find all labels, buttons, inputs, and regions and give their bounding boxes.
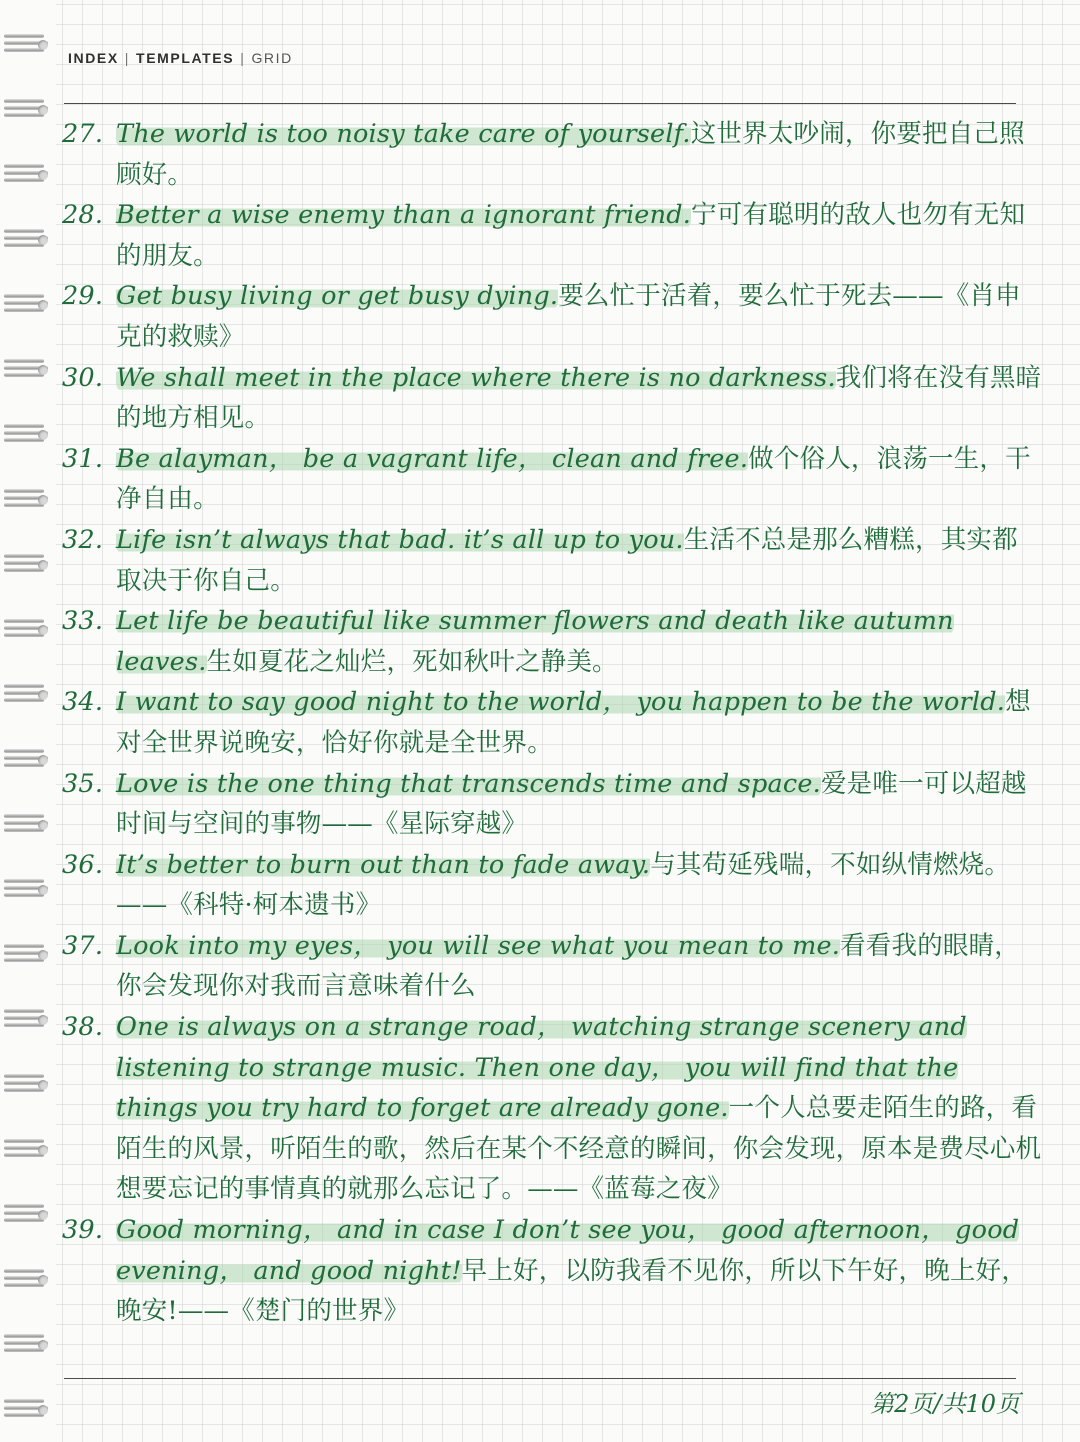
top-rule: [64, 103, 1016, 104]
spiral-coil-icon: [4, 749, 44, 753]
quote-chinese: 生活不总是那么糟糕，其实都取决于你自己。: [116, 524, 1018, 596]
quote-number: 35.: [62, 768, 104, 799]
spiral-coil-icon: [4, 828, 44, 832]
spiral-coil-icon: [4, 1204, 44, 1208]
quote-english: Get busy living or get busy dying.: [116, 281, 559, 312]
spiral-coil-icon: [4, 48, 44, 52]
quote-entry: [62, 195, 1042, 276]
spiral-coil-icon: [4, 438, 44, 442]
quote-english: It’s better to burn out than to fade away.: [116, 849, 651, 880]
spiral-coil-icon: [4, 164, 44, 168]
quote-english: Better a wise enemy than a ignorant friend.: [116, 200, 692, 231]
binding-hole-icon: [38, 495, 48, 505]
spiral-coil-icon: [4, 619, 44, 623]
quote-number: 38.: [62, 1012, 104, 1043]
binding-hole-icon: [38, 1275, 48, 1285]
quote-entry: [62, 1210, 1042, 1332]
spiral-ring-icon: [4, 747, 48, 773]
quote-chinese: 早上好，以防我看不见你，所以下午好，晚上好，晚安!——《楚门的世界》: [116, 1255, 1028, 1327]
spiral-coil-icon: [4, 568, 44, 572]
quote-entry: [62, 114, 1042, 195]
header-separator-1: |: [124, 50, 131, 66]
page-number: 第2页/共10页: [870, 1390, 1020, 1418]
quote-number: 29.: [62, 281, 104, 312]
binding-hole-icon: [38, 235, 48, 245]
spiral-coil-icon: [4, 503, 44, 507]
quote-entry: [62, 845, 1042, 926]
spiral-coil-icon: [4, 958, 44, 962]
spiral-coil-icon: [4, 763, 44, 767]
spiral-coil-icon: [4, 1074, 44, 1078]
spiral-ring-icon: [4, 357, 48, 383]
spiral-ring-icon: [4, 552, 48, 578]
spiral-coil-icon: [4, 1023, 44, 1027]
quote-chinese: 看看我的眼睛，你会发现你对我而言意味着什么: [116, 930, 1020, 1002]
spiral-ring-icon: [4, 682, 48, 708]
quote-number: 37.: [62, 930, 104, 961]
spiral-ring-icon: [4, 487, 48, 513]
spiral-coil-icon: [4, 633, 44, 637]
binding-hole-icon: [38, 105, 48, 115]
spiral-coil-icon: [4, 294, 44, 298]
spiral-coil-icon: [4, 1009, 44, 1013]
header-grid: GRID: [251, 50, 293, 66]
quote-number: 36.: [62, 849, 104, 880]
spiral-ring-icon: [4, 292, 48, 318]
binding-hole-icon: [38, 1340, 48, 1350]
quote-number: 34.: [62, 687, 104, 718]
spiral-ring-icon: [4, 1007, 48, 1033]
quote-chinese: 生如夏花之灿烂，死如秋叶之静美。: [206, 646, 618, 677]
quote-chinese: 这世界太吵闹，你要把自己照顾好。: [116, 119, 1025, 190]
page-header: [68, 50, 293, 66]
spiral-ring-icon: [4, 1397, 48, 1423]
quote-english: Be alayman， be a vagrant life， clean and free.: [116, 443, 749, 474]
quote-entry: [62, 439, 1042, 520]
spiral-ring-icon: [4, 617, 48, 643]
spiral-coil-icon: [4, 1269, 44, 1273]
header-separator-2: |: [240, 50, 246, 66]
spiral-ring-icon: [4, 1202, 48, 1228]
spiral-ring-icon: [4, 162, 48, 188]
quote-chinese: 宁可有聪明的敌人也勿有无知的朋友。: [116, 200, 1026, 271]
spiral-coil-icon: [4, 944, 44, 948]
quote-entry: [62, 926, 1042, 1007]
spiral-ring-icon: [4, 227, 48, 253]
quote-english: Life isn’t always that bad. it’s all up to you.: [116, 524, 684, 555]
spiral-coil-icon: [4, 1399, 44, 1403]
spiral-coil-icon: [4, 373, 44, 377]
quote-english: Good morning， and in case I don’t see you， good afternoon， good evening， and good night!: [116, 1215, 1020, 1286]
quote-english: One is always on a strange road， watching strange scenery and listening to strange music. Then one day， you will find that the things you try hard to forget are already gone.: [116, 1012, 967, 1124]
header-templates: TEMPLATES: [136, 50, 235, 66]
quote-entry: [62, 1007, 1042, 1210]
binding-hole-icon: [38, 1210, 48, 1220]
binding-hole-icon: [38, 625, 48, 635]
quote-list: [62, 114, 1042, 1332]
binding-hole-icon: [38, 1405, 48, 1415]
spiral-binding-icon: [0, 0, 56, 1442]
spiral-coil-icon: [4, 554, 44, 558]
spiral-ring-icon: [4, 877, 48, 903]
spiral-coil-icon: [4, 34, 44, 38]
spiral-coil-icon: [4, 424, 44, 428]
binding-hole-icon: [38, 40, 48, 50]
quote-chinese: 爱是唯一可以超越时间与空间的事物——《星际穿越》: [116, 768, 1027, 840]
quote-number: 39.: [62, 1215, 104, 1246]
spiral-coil-icon: [4, 698, 44, 702]
binding-hole-icon: [38, 1145, 48, 1155]
spiral-coil-icon: [4, 113, 44, 117]
quote-english: Love is the one thing that transcends time and space.: [116, 768, 821, 799]
binding-hole-icon: [38, 690, 48, 700]
spiral-coil-icon: [4, 229, 44, 233]
quote-chinese: 想对全世界说晚安，恰好你就是全世界。: [116, 687, 1031, 758]
spiral-ring-icon: [4, 1267, 48, 1293]
quote-english: Let life be beautiful like summer flowers and death like autumn leaves.: [116, 606, 954, 677]
quote-english: I want to say good night to the world， you happen to be the world.: [116, 687, 1006, 718]
spiral-coil-icon: [4, 1218, 44, 1222]
spiral-coil-icon: [4, 1413, 44, 1417]
spiral-coil-icon: [4, 308, 44, 312]
quote-chinese: 一个人总要走陌生的路，看陌生的风景，听陌生的歌，然后在某个不经意的瞬间，你会发现，原本是费尽心机想要忘记的事情真的就那么忘记了。——《蓝莓之夜》: [116, 1093, 1042, 1205]
binding-hole-icon: [38, 950, 48, 960]
spiral-coil-icon: [4, 684, 44, 688]
binding-hole-icon: [38, 885, 48, 895]
binding-hole-icon: [38, 1080, 48, 1090]
binding-hole-icon: [38, 1015, 48, 1025]
quote-entry: [62, 276, 1042, 357]
quote-english: The world is too noisy take care of yourself.: [116, 119, 691, 149]
quote-entry: [62, 682, 1042, 763]
spiral-coil-icon: [4, 1348, 44, 1352]
spiral-ring-icon: [4, 422, 48, 448]
quote-number: 31.: [62, 443, 104, 474]
binding-hole-icon: [38, 560, 48, 570]
quote-english: Look into my eyes， you will see what you mean to me.: [116, 930, 841, 961]
binding-hole-icon: [38, 755, 48, 765]
header-index: INDEX: [68, 50, 119, 66]
spiral-coil-icon: [4, 489, 44, 493]
spiral-coil-icon: [4, 1088, 44, 1092]
spiral-ring-icon: [4, 942, 48, 968]
binding-hole-icon: [38, 365, 48, 375]
quote-chinese: 要么忙于活着，要么忙于死去——《肖申克的救赎》: [116, 281, 1021, 352]
binding-hole-icon: [38, 300, 48, 310]
binding-hole-icon: [38, 430, 48, 440]
spiral-coil-icon: [4, 99, 44, 103]
bottom-rule: [64, 1378, 1016, 1379]
spiral-ring-icon: [4, 1137, 48, 1163]
quote-number: 33.: [62, 606, 104, 637]
binding-hole-icon: [38, 170, 48, 180]
spiral-coil-icon: [4, 1334, 44, 1338]
spiral-coil-icon: [4, 243, 44, 247]
quote-entry: [62, 520, 1042, 601]
spiral-coil-icon: [4, 814, 44, 818]
quote-chinese: 与其苟延残喘，不如纵情燃烧。——《科特·柯本遗书》: [116, 849, 1011, 921]
binding-hole-icon: [38, 820, 48, 830]
spiral-coil-icon: [4, 359, 44, 363]
spiral-ring-icon: [4, 812, 48, 838]
quote-chinese: 做个俗人，浪荡一生，干净自由。: [116, 443, 1031, 515]
quote-english: We shall meet in the place where there is no darkness.: [116, 362, 836, 393]
spiral-coil-icon: [4, 893, 44, 897]
quote-number: 32.: [62, 524, 104, 555]
spiral-coil-icon: [4, 879, 44, 883]
spiral-ring-icon: [4, 32, 48, 58]
quote-number: 27.: [62, 119, 104, 149]
quote-number: 28.: [62, 200, 104, 231]
spiral-coil-icon: [4, 178, 44, 182]
quote-entry: [62, 764, 1042, 845]
spiral-coil-icon: [4, 1139, 44, 1143]
spiral-ring-icon: [4, 97, 48, 123]
quote-chinese: 我们将在没有黑暗的地方相见。: [116, 362, 1042, 434]
spiral-coil-icon: [4, 1283, 44, 1287]
quote-entry: [62, 358, 1042, 439]
quote-number: 30.: [62, 362, 104, 393]
spiral-coil-icon: [4, 1153, 44, 1157]
spiral-ring-icon: [4, 1332, 48, 1358]
spiral-ring-icon: [4, 1072, 48, 1098]
quote-entry: [62, 601, 1042, 682]
